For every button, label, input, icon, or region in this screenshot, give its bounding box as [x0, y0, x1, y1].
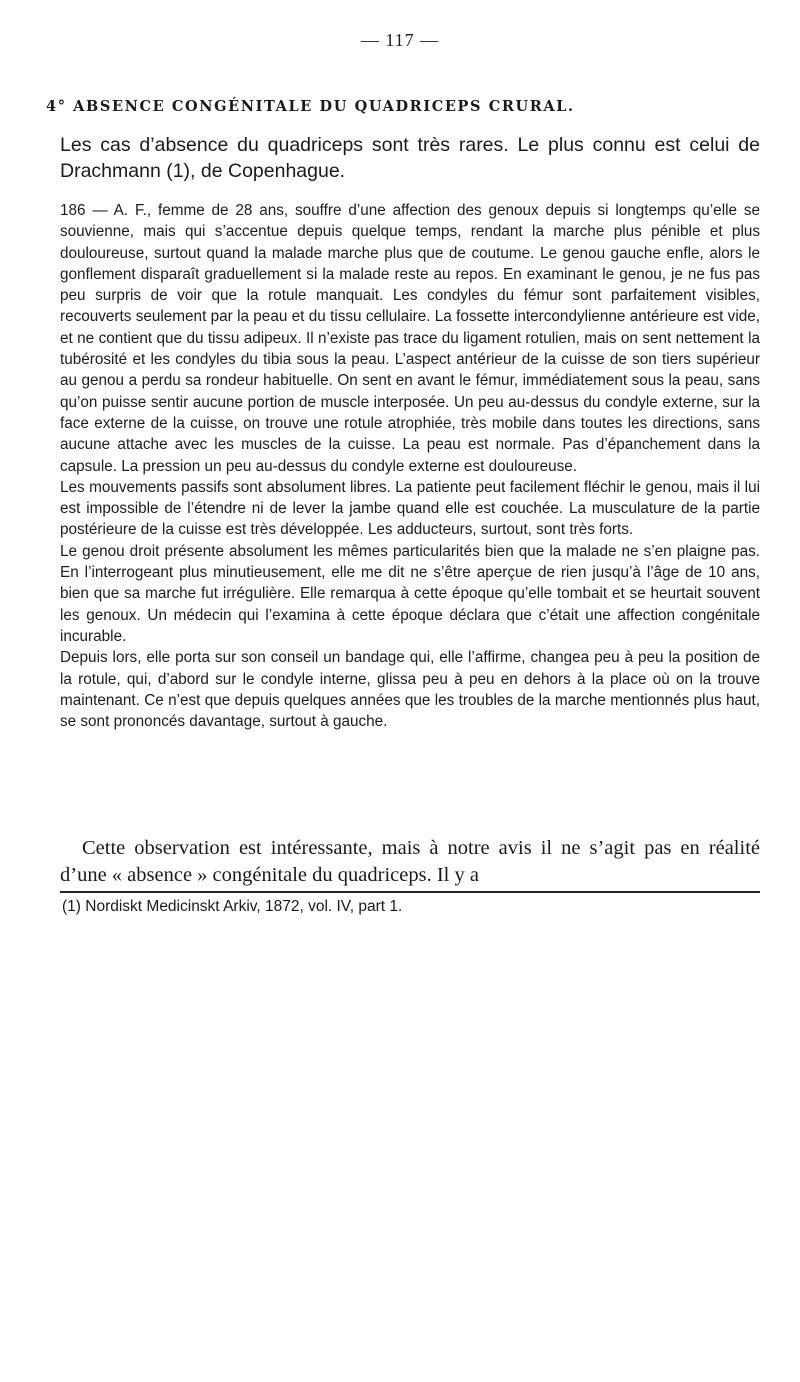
case-report — [60, 200, 760, 732]
footnote-divider — [60, 891, 760, 893]
case-paragraph: Le genou droit présente absolument les mêmes particularités bien que la malade ne s’en plaigne pas. En l’interrogeant plus minutieusement, elle me dit ne s’être aperçue de rien jusqu’à l’âge de 10 ans, bien que sa marche fut irrégulière. Elle remarqua à cette époque qu’elle tombait et se heurtait souvent les genoux. Un médecin qui l’examina à cette époque déclara que c’était une affection congénitale incurable. — [60, 542, 760, 645]
case-paragraph: 186 — A. F., femme de 28 ans, souffre d’une affection des genoux depuis si longtemps qu’elle se souvienne, mais qui s’accentue depuis quelque temps, rendant la marche plus pénible et plus douloureuse, surtout quand la malade marche plus que de coutume. Le genou gauche enfle, alors le gonflement disparaît graduellement si la malade reste au repos. En examinant le genou, je ne fus pas peu surpris de voir que la rotule manquait. Les condyles du fémur sont parfaitement visibles, recouverts seulement par la peau et du tissu cellulaire. La fossette intercondylienne antérieure est vide, et ne contient que du tissu adipeux. Il n’existe pas trace du ligament rotulien, mais on sent nettement la tubérosité et les condyles du tibia sous la peau. L’aspect antérieur de la cuisse de son tiers supérieur au genou a perdu sa rondeur habituelle. On sent en avant le fémur, immédiatement sous la peau, sans qu’on puisse sentir aucune portion de muscle interposée. Un peu au-dessus du condyle externe, sur la face externe de la cuisse, on trouve une rotule atrophiée, très mobile dans toutes les directions, sans aucune attache avec les muscles de la cuisse. La peau est normale. Pas d’épanchement dans la capsule. La pression un peu au-dessus du condyle externe est douloureuse. — [60, 202, 760, 475]
intro-paragraph: Les cas d’absence du quadriceps sont très rares. Le plus connu est celui de Drachmann (1), de Copenhague. — [60, 134, 760, 182]
page-number: — 117 — — [360, 30, 440, 50]
conclusion-paragraph: Cette observation est intéressante, mais à notre avis il ne s’agit pas en réalité d’une « absence » congénitale du quadriceps. Il y a — [60, 837, 760, 886]
case-paragraph: Les mouvements passifs sont absolument libres. La patiente peut facilement fléchir le genou, mais il lui est impossible de l’étendre ni de lever la jambe quand elle est couchée. La musculature de la partie postérieure de la cuisse est très développée. Les adducteurs, surtout, sont très forts. — [60, 478, 760, 539]
case-paragraph: Depuis lors, elle porta sur son conseil un bandage qui, elle l’affirme, changea peu à peu la position de la rotule, qui, d’abord sur le condyle interne, glissa peu à peu en dehors à la place où on la trouve maintenant. Ce n’est que depuis quelques années que les troubles de la marche mentionnés plus haut, se sont prononcés davantage, surtout à gauche. — [60, 649, 760, 731]
section-heading: 4° ABSENCE CONGÉNITALE DU QUADRICEPS CRURAL. — [46, 98, 575, 115]
footnote: (1) Nordiskt Medicinskt Arkiv, 1872, vol. IV, part 1. — [62, 898, 403, 915]
